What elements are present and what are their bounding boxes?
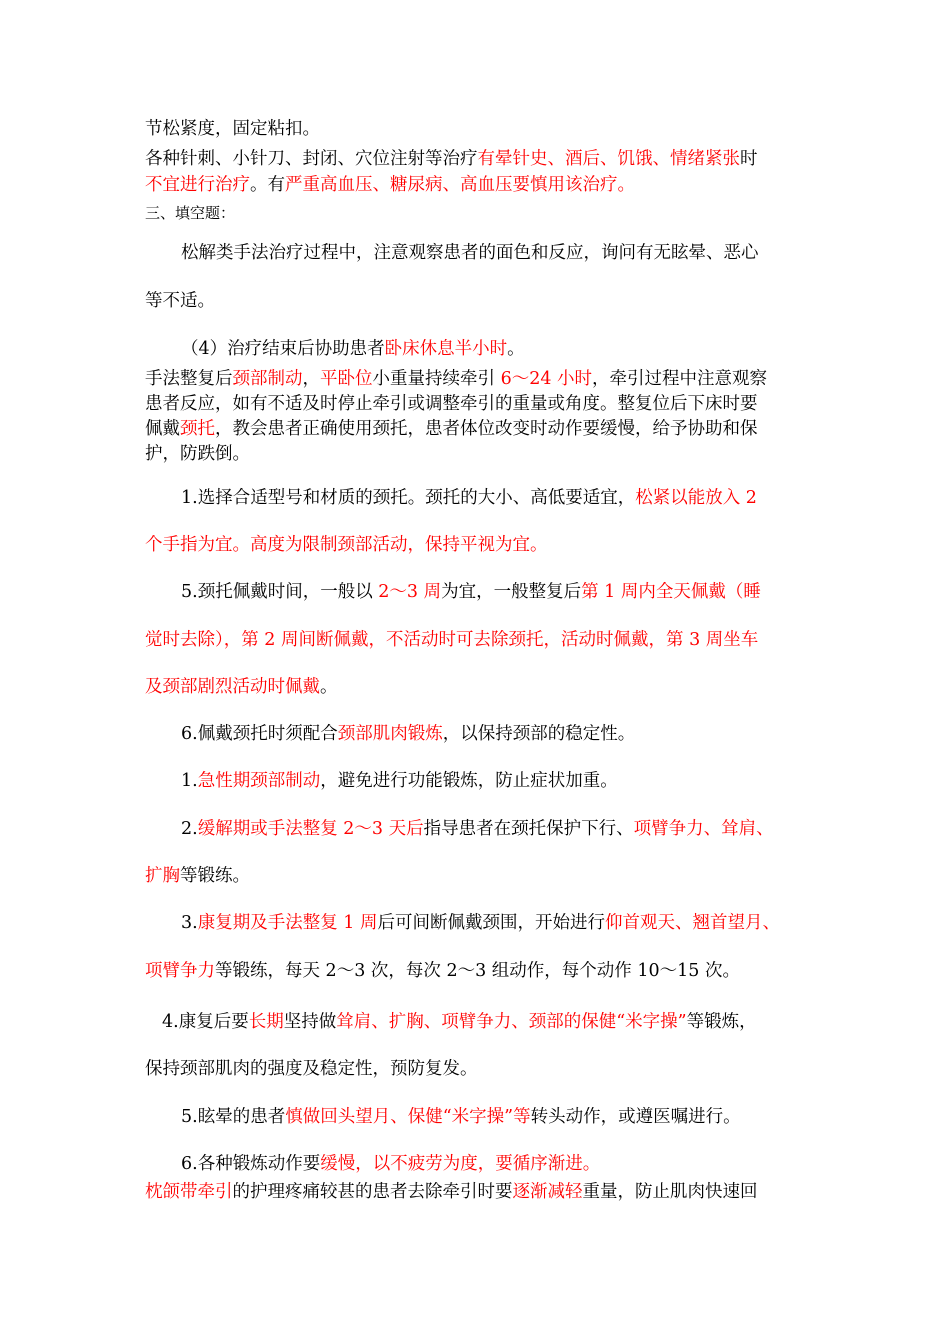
highlighted-text: 有晕针史、酒后、饥饿、情绪紧张: [477, 149, 740, 169]
body-text: 坚持做: [283, 1012, 337, 1032]
highlighted-text: 缓解期或手法整复 2～3 天后: [197, 819, 424, 839]
text-line: [181, 770, 618, 792]
text-line: [181, 818, 774, 840]
highlighted-text: 颈托: [180, 419, 215, 439]
body-text: 为宜，一般整复后: [441, 582, 582, 602]
text-line: [145, 148, 758, 170]
body-text: 5.颈托佩戴时间，一般以: [181, 582, 379, 602]
body-text: 各种针刺、小针刀、封闭、穴位注射等治疗: [145, 149, 478, 169]
highlighted-text: 及颈部剧烈活动时佩戴: [145, 677, 320, 697]
text-line: [145, 865, 250, 887]
body-text: ，: [302, 369, 320, 389]
highlighted-text: 仰首观天、翘首望月、: [604, 913, 780, 933]
highlighted-text: 个手指为宜。高度为限制颈部活动，保持平视为宜。: [145, 535, 548, 555]
highlighted-text: 枕颌带牵引: [145, 1182, 233, 1202]
body-text: 5.眩晕的患者: [181, 1107, 286, 1127]
highlighted-text: 长期: [248, 1012, 284, 1032]
body-text: 等锻炼，: [686, 1012, 757, 1032]
highlighted-text: 耸肩、扩胸、项臂争力、颈部的保健“米字操”: [336, 1012, 687, 1032]
highlighted-text: 严重高血压、糖尿病、高血压要慎用该治疗。: [285, 175, 635, 195]
body-text: ，牵引过程中注意观察: [592, 369, 768, 389]
highlighted-text: 项臂争力、耸肩、: [633, 819, 774, 839]
text-line: [181, 1106, 741, 1128]
body-text: 保持颈部肌肉的强度及稳定性，预防复发。: [145, 1059, 478, 1079]
text-line: [145, 960, 740, 982]
body-text: 。: [320, 677, 338, 697]
body-text: 手法整复后: [145, 369, 233, 389]
text-line: [181, 242, 759, 264]
text-line: [181, 1153, 600, 1175]
section-heading: [145, 202, 235, 224]
body-text: 6.佩戴颈托时须配合: [181, 724, 338, 744]
body-text: 2.: [181, 819, 198, 839]
body-text: 等锻练，每天 2～3 次，每次 2～3 组动作，每个动作 10～15 次。: [215, 961, 740, 981]
highlighted-text: 扩胸: [145, 866, 180, 886]
body-text: 1.: [181, 771, 198, 791]
body-text: 小重量持续牵引: [372, 369, 501, 389]
highlighted-text: 卧床休息半小时: [384, 339, 508, 359]
highlighted-text: 康复期及手法整复 1 周: [197, 913, 378, 933]
text-line: [145, 443, 250, 465]
text-line: [145, 290, 215, 312]
body-text: 的护理疼痛较甚的患者去除牵引时要: [232, 1182, 513, 1202]
highlighted-text: 项臂争力: [145, 961, 215, 981]
highlighted-text: 平卧位: [320, 369, 373, 389]
highlighted-text: 缓慢，以不疲劳为度，要循序渐进。: [320, 1154, 601, 1174]
body-text: ，教会患者正确使用颈托，患者体位改变时动作要缓慢，给予协助和保: [215, 419, 758, 439]
highlighted-text: 慎做回头望月、保健“米字操”等: [285, 1107, 531, 1127]
body-text: 节松紧度，固定粘扣。: [145, 119, 320, 139]
body-text: ，以保持颈部的稳定性。: [442, 724, 636, 744]
body-text: ，避免进行功能锻炼，防止症状加重。: [320, 771, 618, 791]
text-line: [145, 534, 548, 556]
text-line: [181, 487, 757, 509]
body-text: 。有: [250, 175, 285, 195]
body-text: 6.各种锻炼动作要: [181, 1154, 321, 1174]
highlighted-text: 急性期颈部制动: [197, 771, 321, 791]
text-line: [181, 581, 761, 603]
body-text: 4.康复后要: [162, 1012, 249, 1032]
highlighted-text: 逐渐减轻: [512, 1182, 583, 1202]
highlighted-text: 颈部制动: [232, 369, 303, 389]
text-line: [145, 368, 767, 390]
body-text: 佩戴: [145, 419, 180, 439]
body-text: 时: [740, 149, 758, 169]
text-line: [145, 118, 320, 140]
body-text: 等不适。: [145, 291, 215, 311]
body-text: 指导患者在颈托保护下行、: [423, 819, 634, 839]
text-line: [145, 676, 338, 698]
text-line: [145, 393, 758, 415]
text-line: [181, 912, 780, 934]
text-line: [145, 1181, 758, 1203]
highlighted-text: 松紧以能放入 2: [635, 488, 757, 508]
body-text: 患者反应，如有不适及时停止牵引或调整牵引的重量或角度。整复位后下床时要: [145, 394, 758, 414]
body-text: （4）治疗结束后协助患者: [181, 339, 385, 359]
text-line: [181, 338, 525, 360]
text-line: [162, 1011, 757, 1033]
body-text: 松解类手法治疗过程中，注意观察患者的面色和反应，询问有无眩晕、恶心: [181, 243, 759, 263]
text-line: [145, 1058, 478, 1080]
highlighted-text: 觉时去除），第 2 周间断佩戴，不活动时可去除颈托，活动时佩戴，第 3 周坐车: [145, 630, 759, 650]
body-text: 重量，防止肌肉快速回: [582, 1182, 758, 1202]
body-text: 转头动作，或遵医嘱进行。: [530, 1107, 741, 1127]
text-line: [145, 629, 758, 651]
body-text: 后可间断佩戴颈围，开始进行: [377, 913, 605, 933]
highlighted-text: 2～3 周: [378, 582, 442, 602]
body-text: 护，防跌倒。: [145, 444, 250, 464]
highlighted-text: 第 1 周内全天佩戴（睡: [581, 582, 761, 602]
highlighted-text: 不宜进行治疗: [145, 175, 250, 195]
body-text: 三、填空题：: [145, 204, 236, 222]
text-line: [145, 174, 635, 196]
text-line: [145, 418, 758, 440]
body-text: 等锻练。: [180, 866, 250, 886]
highlighted-text: 6～24 小时: [500, 369, 593, 389]
body-text: 1.选择合适型号和材质的颈托。颈托的大小、高低要适宜，: [181, 488, 636, 508]
highlighted-text: 颈部肌肉锻炼: [337, 724, 443, 744]
body-text: 。: [507, 339, 525, 359]
text-line: [181, 723, 635, 745]
body-text: 3.: [181, 913, 198, 933]
